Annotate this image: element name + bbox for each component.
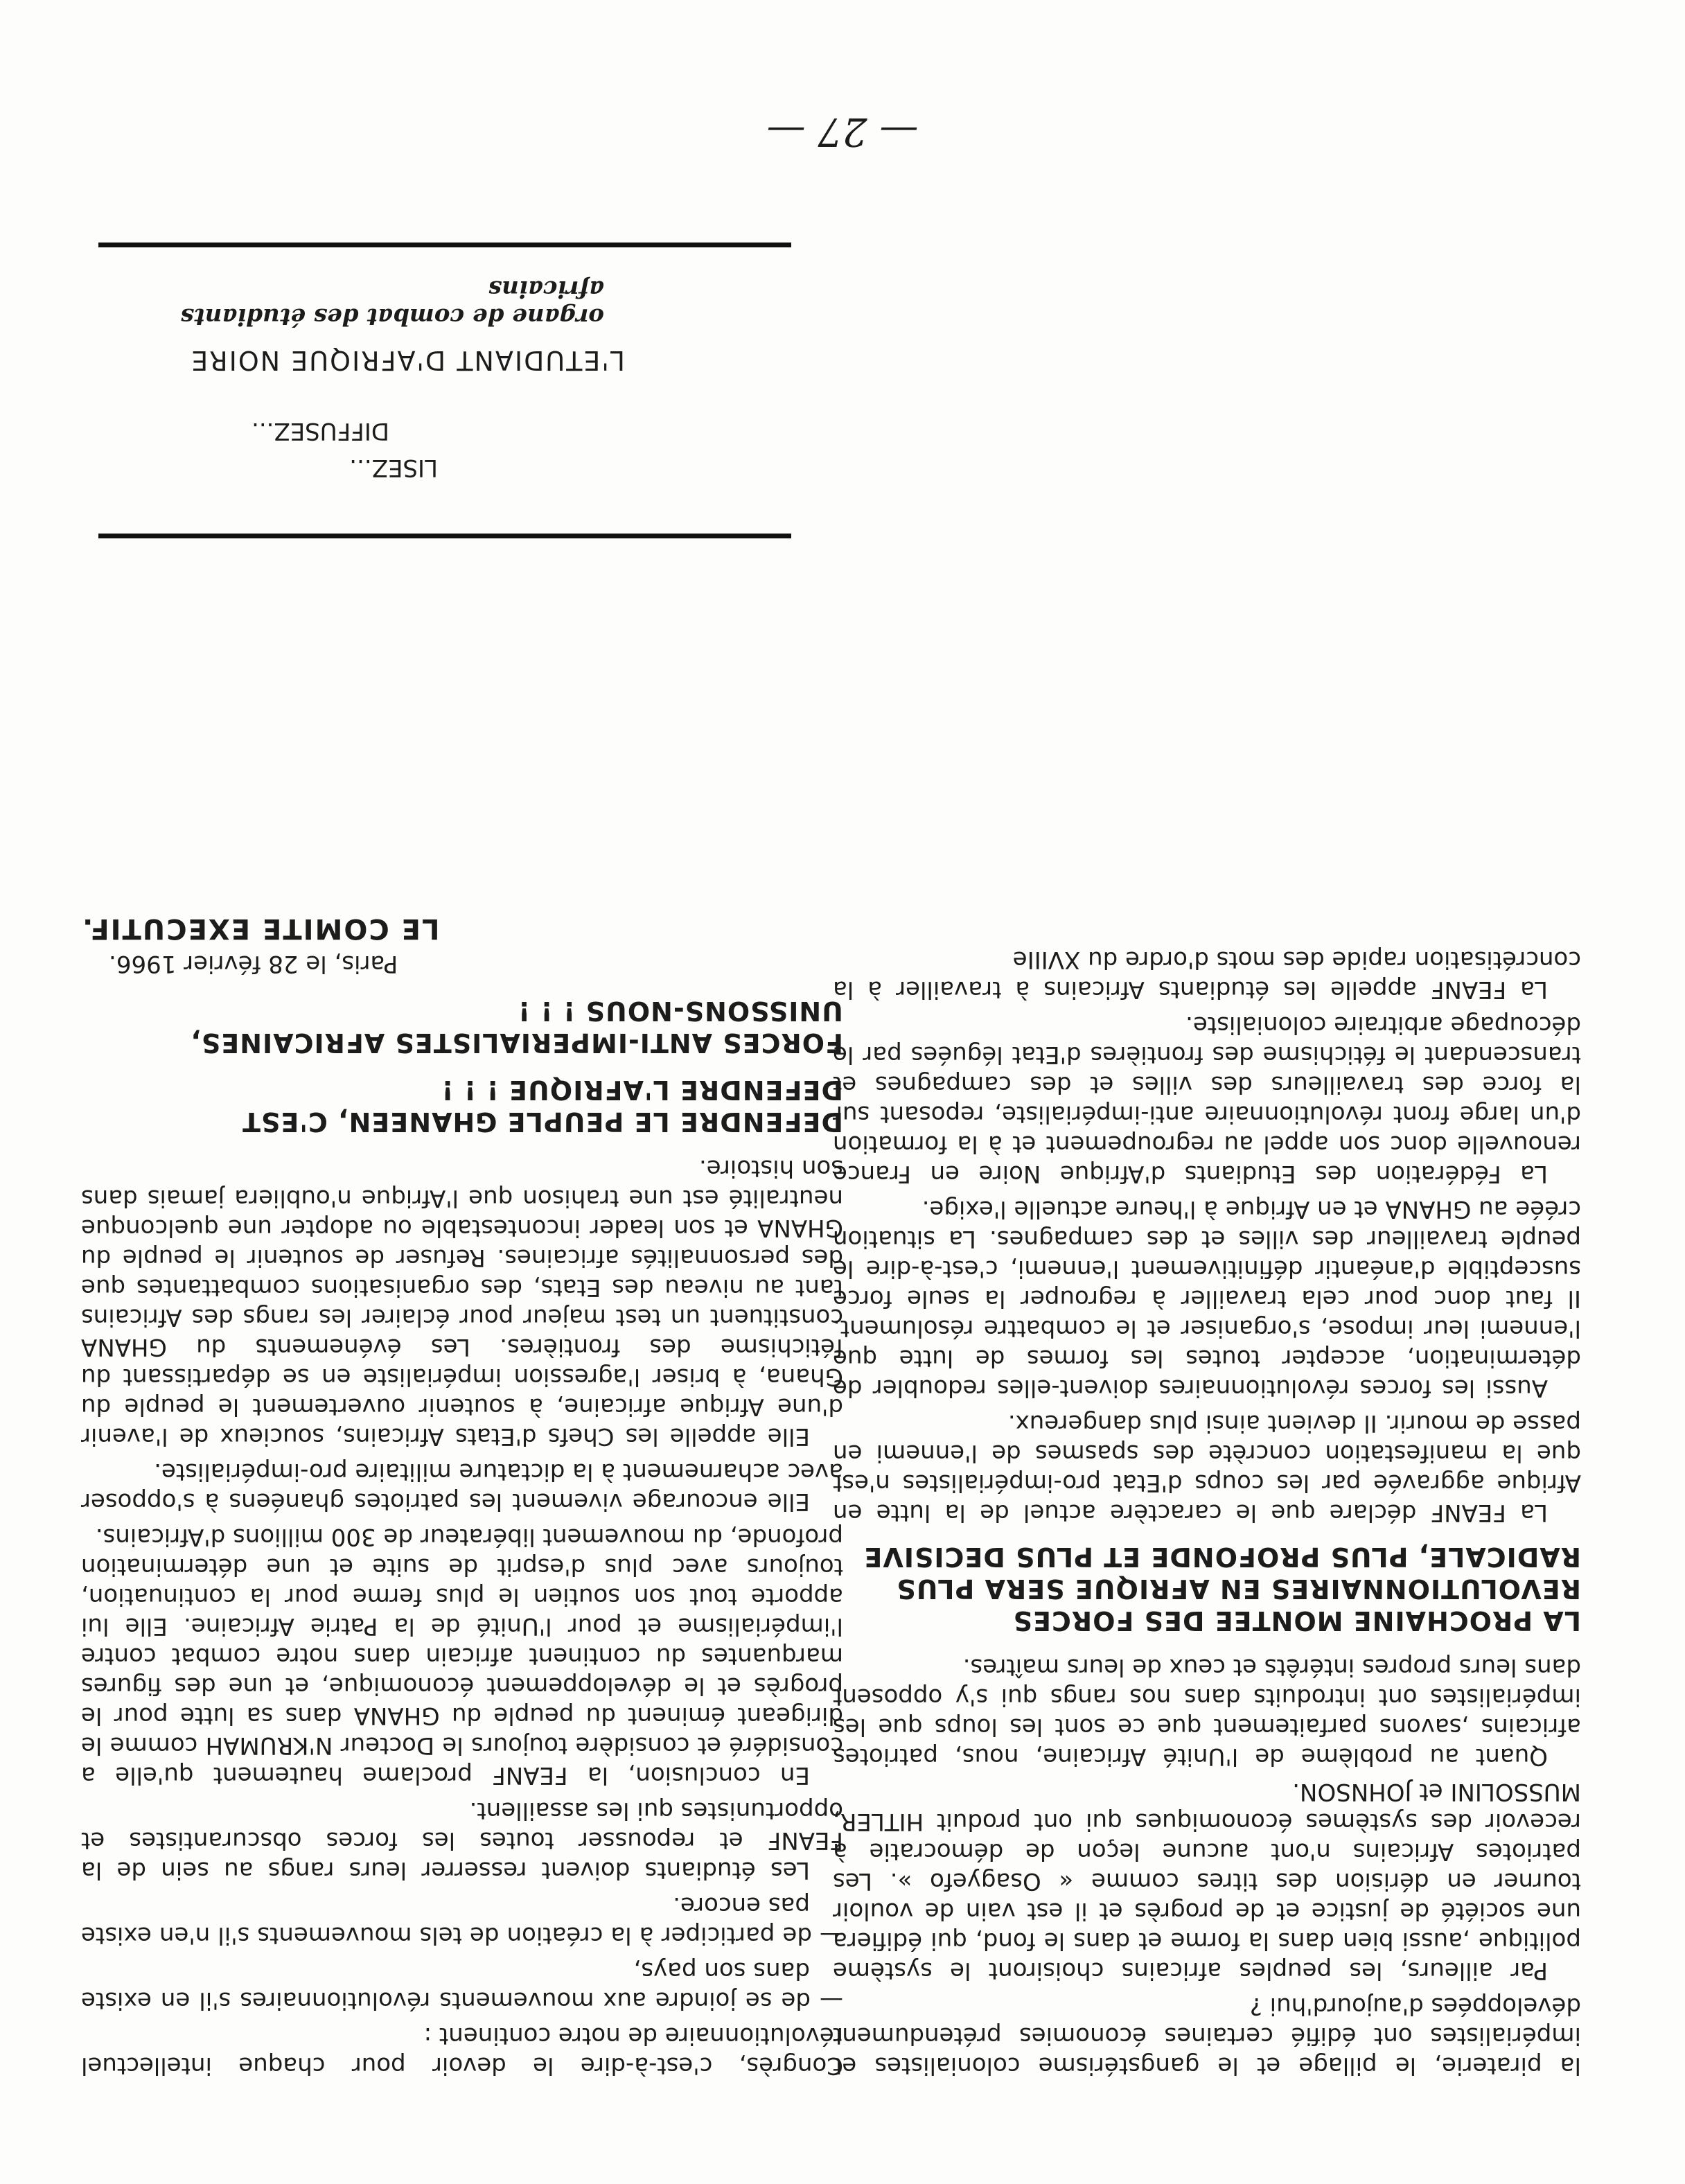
list-item: — de se joindre aux mouvements révolutionnaires s'il en existe dans son pays, [81, 1957, 843, 2014]
paragraph: Elle appelle les Chefs d'Etats Africains, soucieux de l'avenir d'une Afrique africaine, à soutenir ouvertement le peuple du Ghana, à briser l'agression impérialiste en se départissant du fétichisme des frontières. Les événements du GHANA constituent un test majeur pour éclairer les rangs des Africains tant au niveau des Etats, des organisations combattantes que des personnalités africaines. Refuser de soutenir le peuple du GHANA et son leader incontestable ou adopter une quelconque neutralité est une trahison que l'Afrique n'oubliera jamais dans son histoire. [81, 1154, 843, 1450]
left-column [833, 939, 1581, 2080]
paragraph: Les étudiants doivent resserrer leurs rangs au sein de la FEANF et repousser toutes les forces obscurantistes et opportunistes qui les assaillent. [81, 1797, 843, 1884]
paragraph: Par ailleurs, les peuples africains choisiront le système politique ,aussi bien dans la forme et dans le fond, qui édifiera une société de justice et de progrès et il est vain de vouloir tourner en dérision des titres comme « Osagyefo ». Les patriotes Africains n'ont aucune leçon de démocratie à recevoir des systèmes économiques qui ont produit HITLER, MUSSOLINI et JOHNSON. [833, 1778, 1581, 1984]
journal-title: L'ETUDIANT D'AFRIQUE NOIRE [190, 345, 625, 376]
signature: LE COMITE EXECUTIF. [81, 913, 440, 944]
paragraph: Quant au problème de l'Unité Africaine, nous, patriotes africains ,savons parfaitement que ce sont les loups que les impérialistes ont introduits dans nos rangs qui s'y opposent dans leurs propres intérêts et ceux de leurs maîtres. [833, 1653, 1581, 1770]
section-heading: DEFENDRE LE PEUPLE GHANEEN, C'EST DEFENDRE L'AFRIQUE ! ! ! [242, 1075, 843, 1137]
journal-subtitle: organe de combat des étudiants africains [180, 275, 604, 331]
paragraph: La FEANF appelle les étudiants Africains à travailler à la concrétisation rapide des mots d'ordre du XVIIIe [833, 946, 1581, 1003]
right-column [81, 913, 843, 2080]
advert-box [98, 244, 791, 538]
paragraph: La FEANF déclare que le caractère actuel de la lutte en Afrique aggravée par les coups d'Etat pro-impérialistes n'est que la manifestation concrète des spasmes de l'ennemi en passe de mourir. Il devient ainsi plus dangereux. [833, 1409, 1581, 1526]
section-heading: FORCES ANTI-IMPERIALISTES AFRICAINES, UNISSONS-NOUS ! ! ! [190, 996, 843, 1058]
divider [98, 243, 791, 247]
diffusez-label: DIFFUSEZ... [252, 417, 389, 445]
paragraph: Elle encourage vivement les patriotes ghanéens à s'opposer avec acharnement à la dictature militaire pro-impérialiste. [81, 1458, 843, 1515]
date-line: Paris, le 28 février 1966. [109, 950, 398, 978]
paragraph: La Fédération des Etudiants d'Afrique Noire en France renouvelle donc son appel au regroupement et à la formation d'un large front révolutionnaire anti-impérialiste, reposant sur la force des travailleurs des villes et des campagnes et transcendant le fétichisme des frontières d'Etat léguées par le découpage arbitraire colonialiste. [833, 1011, 1581, 1188]
paragraph: la piraterie, le pillage et le gangstérisme colonialistes et impérialistes ont édifié certaines économies prétendument développées d'aujourd'hui ? [833, 1992, 1581, 2079]
divider [98, 534, 791, 538]
list-item: — de participer à la création de tels mouvements s'il n'en existe pas encore. [81, 1892, 843, 1949]
paragraph: Aussi les forces révolutionnaires doivent-elles redoubler de détermination, accepter toutes les formes de lutte que l'ennemi leur impose, s'organiser et le combattre résolument. Il faut donc pour cela travailler à regrouper la seule force susceptible d'anéantir définitivement l'ennemi, c'est-à-dire le peuple travailleur des villes et des campagnes. La situation créée au GHANA et en Afrique à l'heure actuelle l'exige. [833, 1195, 1581, 1402]
section-heading: LA PROCHAINE MONTEE DES FORCES REVOLUTIONNAIRES EN AFRIQUE SERA PLUS RADICALE, PLUS PROFONDE ET PLUS DECISIVE [863, 1542, 1581, 1636]
lisez-label: LISEZ... [349, 454, 438, 482]
paragraph: Congrès, c'est-à-dire le devoir pour chaque intellectuel révolutionnaire de notre continent : [81, 2022, 843, 2079]
page-number: — 27 — [766, 109, 919, 154]
paragraph: En conclusion, la FEANF proclame hautement qu'elle a considéré et considère toujours le Docteur N'KRUMAH comme le dirigeant éminent du peuple du GHANA dans sa lutte pour le progrès et le développement économique, et une des figures marquantes du continent africain dans notre combat contre l'impérialisme et pour l'Unité de la Patrie Africaine. Elle lui apporte tout son soutien le plus ferme pour la continuation, toujours avec plus d'esprit de suite et une détermination profonde, du mouvement libérateur de 300 millions d'Africains. [81, 1523, 843, 1789]
